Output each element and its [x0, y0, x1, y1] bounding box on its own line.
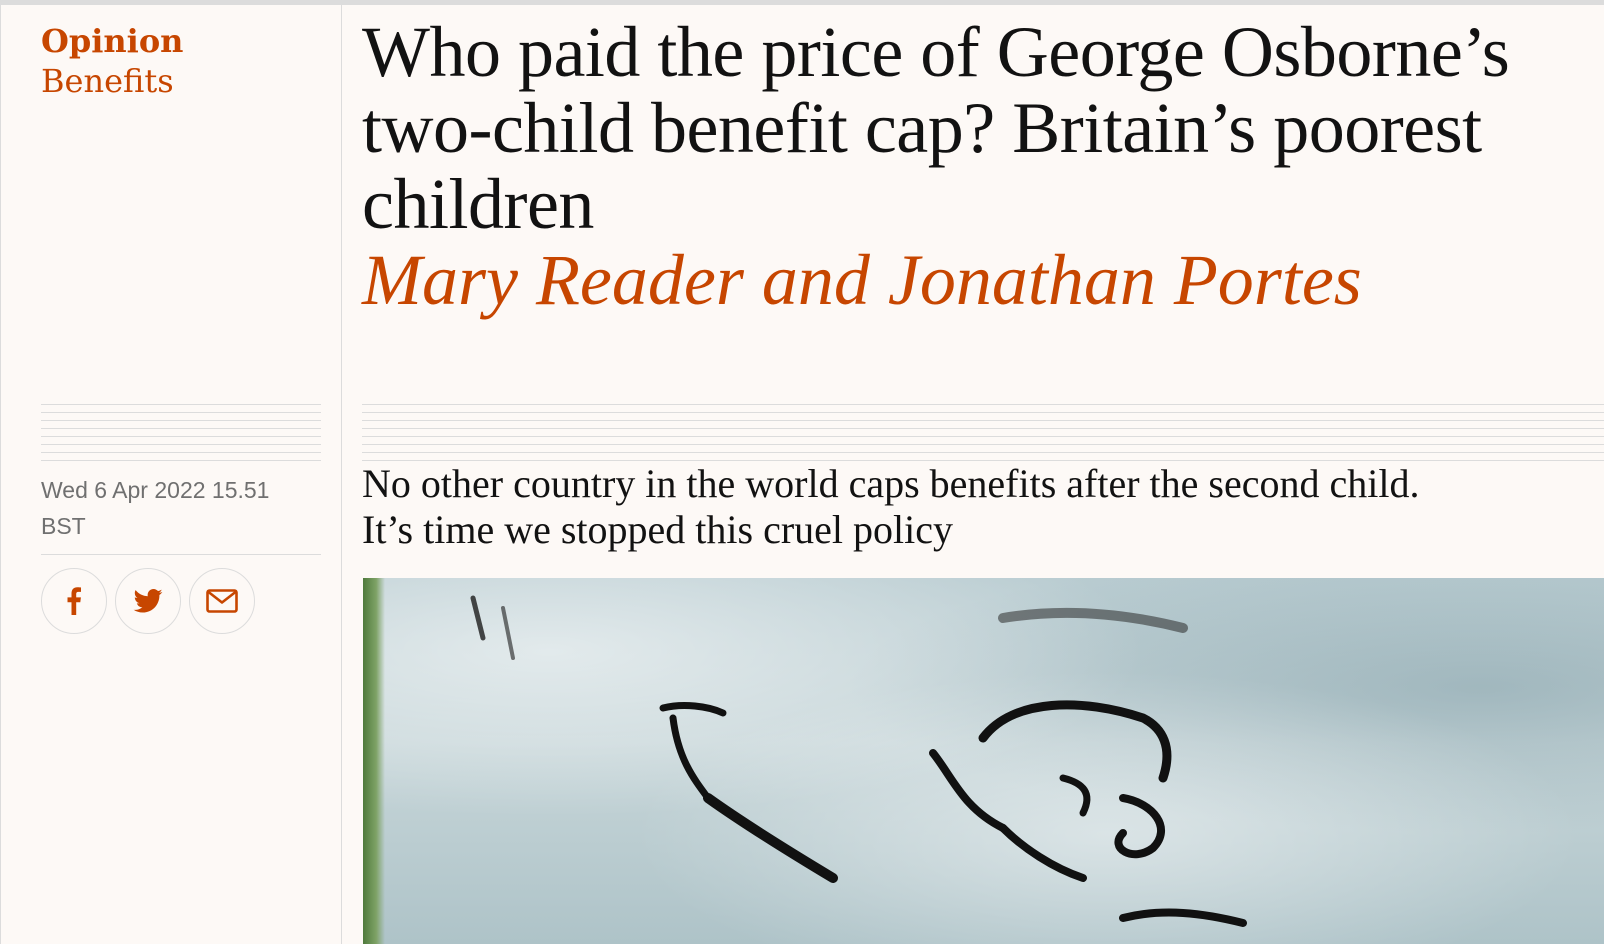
left-border [0, 5, 1, 944]
meta-divider-lines [41, 404, 321, 461]
email-icon [206, 589, 238, 613]
meta-rule [41, 554, 321, 555]
share-facebook-button[interactable] [41, 568, 107, 634]
facebook-icon [67, 587, 81, 615]
hero-image[interactable] [363, 578, 1604, 944]
series-link-benefits[interactable]: Benefits [41, 62, 174, 100]
twitter-icon [133, 589, 163, 613]
publication-date: Wed 6 Apr 2022 15.51 BST [41, 477, 270, 539]
standfirst: No other country in the world caps benefits after the second child. It’s time we stopped this cruel policy [362, 461, 1420, 552]
standfirst-divider-lines [362, 404, 1604, 461]
top-border [0, 0, 1604, 5]
stencil-child-graffiti [363, 578, 1604, 944]
share-email-button[interactable] [189, 568, 255, 634]
section-link-opinion[interactable]: Opinion [41, 22, 184, 60]
byline-authors[interactable]: Mary Reader and Jonathan Portes [362, 240, 1362, 320]
column-divider [341, 5, 342, 944]
share-twitter-button[interactable] [115, 568, 181, 634]
headline: Who paid the price of George Osborne’s two-child benefit cap? Britain’s poorest children [362, 12, 1510, 244]
